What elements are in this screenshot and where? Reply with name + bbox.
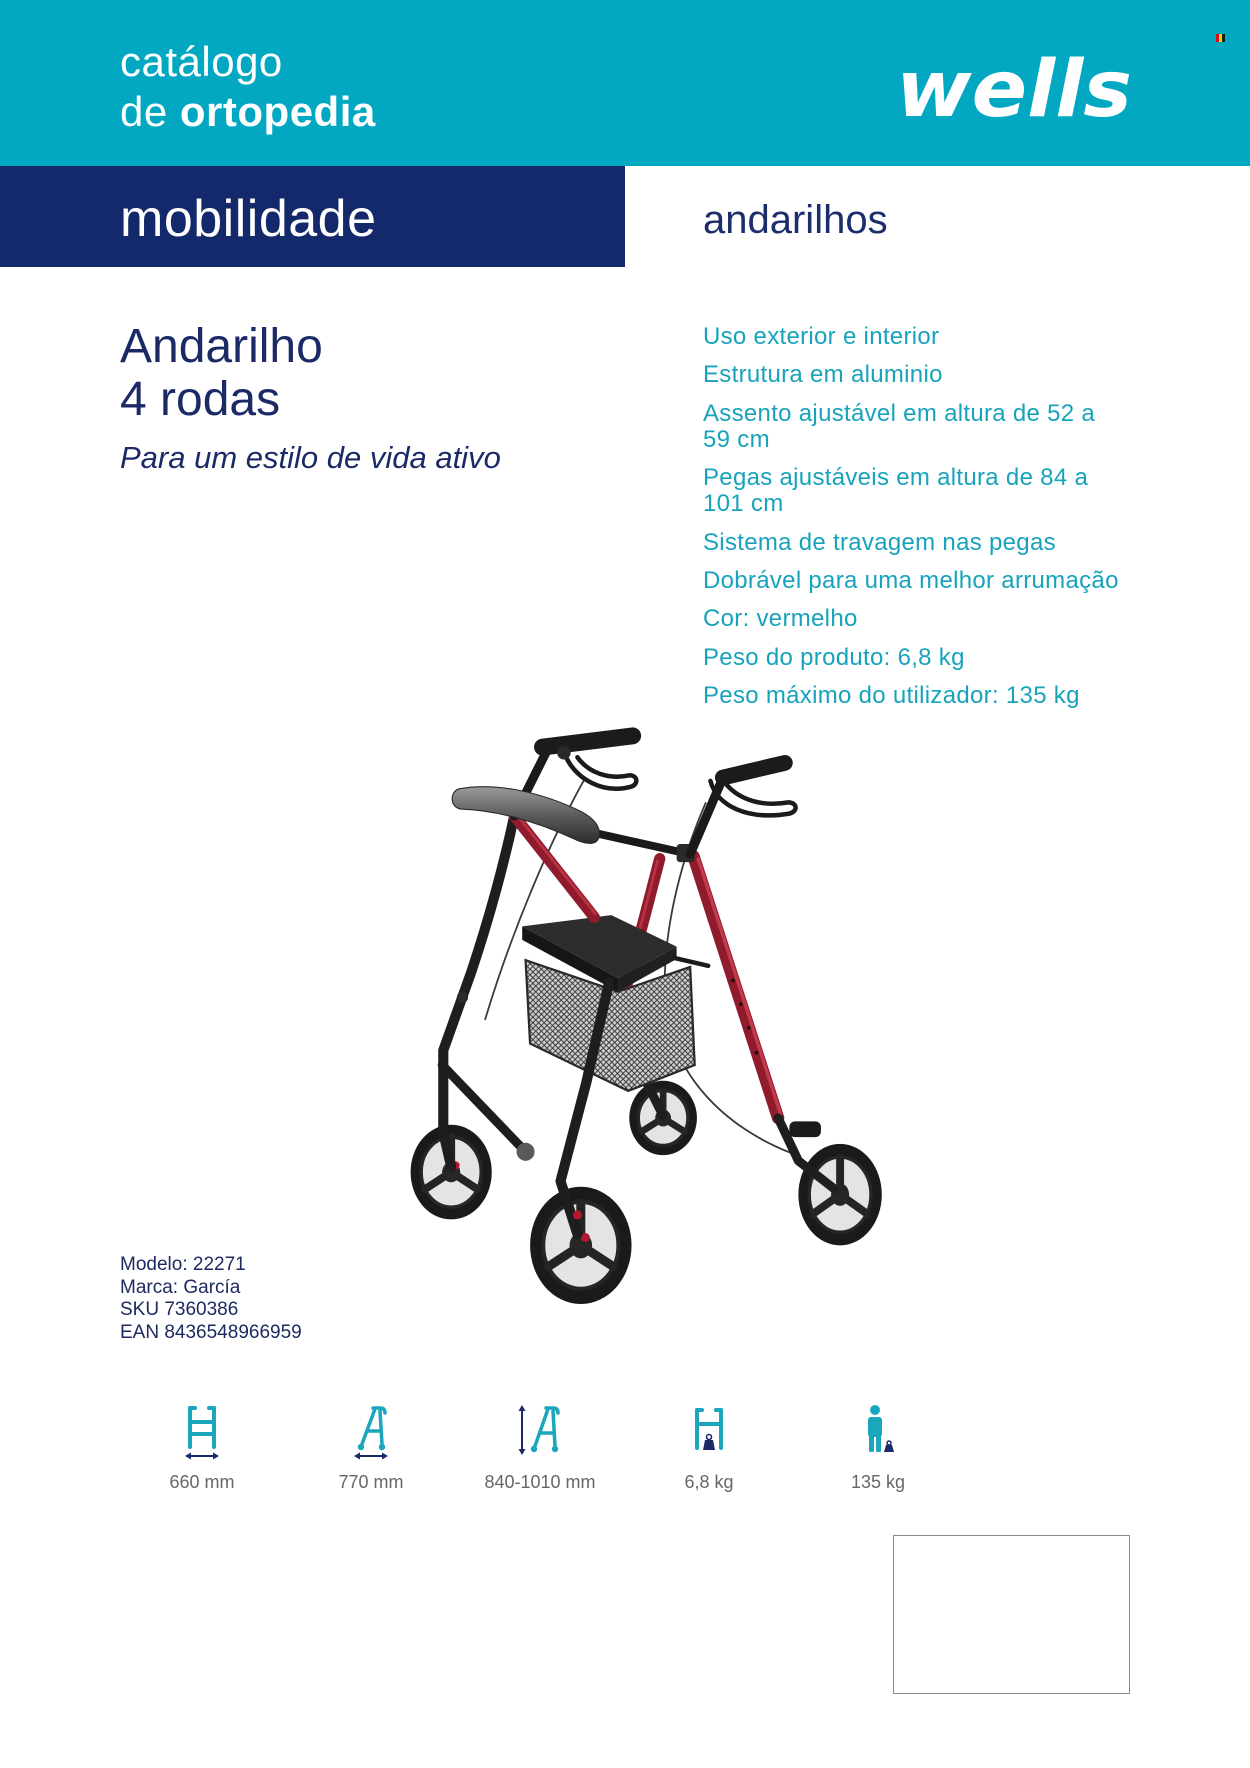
feature-item [703,362,1119,388]
feature-item [703,568,1119,594]
product-sku: SKU 7360386 [120,1299,239,1320]
walker-brake-pivot [557,746,571,760]
spec-max-user-weight [793,1402,963,1493]
feature-item [703,401,1119,454]
price-box [893,1535,1130,1694]
width-icon [180,1402,224,1462]
feature-item [703,645,1119,671]
walker-wheel-front-right [798,1144,881,1245]
spec-label: 135 kg [850,1472,906,1492]
spec-label: 6,8 kg [684,1472,734,1492]
walker-caster-cap [573,1210,582,1219]
product-model: Modelo: 22271 [120,1254,246,1275]
walker-image [389,693,891,1313]
catalog-title-bold: ortopedia [179,88,376,135]
walker-crossbar [589,832,695,862]
header-band [0,0,1250,166]
feature-item [703,324,1119,350]
catalog-title-line1: catálogo [120,38,283,85]
product-ean: EAN 8436548966959 [120,1321,302,1343]
feature-text: Dobrável para uma melhor arrumação [703,567,1119,595]
feature-list [703,324,1119,721]
product-title [120,320,323,426]
spec-label: 770 mm [338,1472,404,1492]
feature-text: Sistema de travagem nas pegas [703,528,1056,556]
product-title-line2: 4 rodas [120,373,281,426]
category-band [0,166,625,267]
spec-height [455,1402,625,1493]
feature-text: Pegas ajustáveis em altura de 84 a [703,464,1089,492]
flag-icon [1216,34,1225,42]
product-brand: Marca: García [120,1276,241,1298]
walker-hinge [457,992,468,1003]
wells-logo [893,44,1138,135]
feature-text-continued: 59 cm [703,425,770,453]
feature-text: Peso do produto: 6,8 kg [703,643,965,671]
feature-text-continued: 101 cm [703,490,784,518]
feature-text: Peso máximo do utilizador: 135 kg [703,681,1080,709]
product-tagline: Para um estilo de vida ativo [120,440,501,475]
product-weight-icon [687,1402,731,1462]
catalog-title-line2 [120,87,376,137]
spec-depth [286,1402,456,1493]
product-details [120,1254,302,1344]
catalog-title [120,37,376,137]
product-title-line1: Andarilho [120,320,323,373]
feature-item [703,465,1119,518]
height-icon [514,1402,566,1462]
category-label: mobilidade [120,190,377,248]
max-user-weight-icon [856,1402,900,1462]
spec-label: 840-1010 mm [484,1472,596,1492]
walker-wheel-rear-left [411,1125,492,1220]
feature-item [703,606,1119,632]
feature-text: Cor: vermelho [703,605,858,633]
depth-icon [349,1402,393,1462]
walker-wheel-front-left [530,1187,631,1304]
feature-text: Estrutura em aluminio [703,361,943,389]
wells-logo-text: wells [896,45,1132,135]
walker-right-front-leg [694,856,835,1189]
feature-item [703,530,1119,556]
subcategory-label: andarilhos [703,198,888,242]
spec-width [117,1402,287,1493]
spec-label: 660 mm [169,1472,235,1492]
spec-product-weight [624,1402,794,1493]
walker-folding-knob [517,1143,535,1161]
catalog-title-prefix: de [120,88,168,135]
feature-text: Uso exterior e interior [703,323,940,350]
feature-text: Assento ajustável em altura de 52 a [703,399,1096,427]
